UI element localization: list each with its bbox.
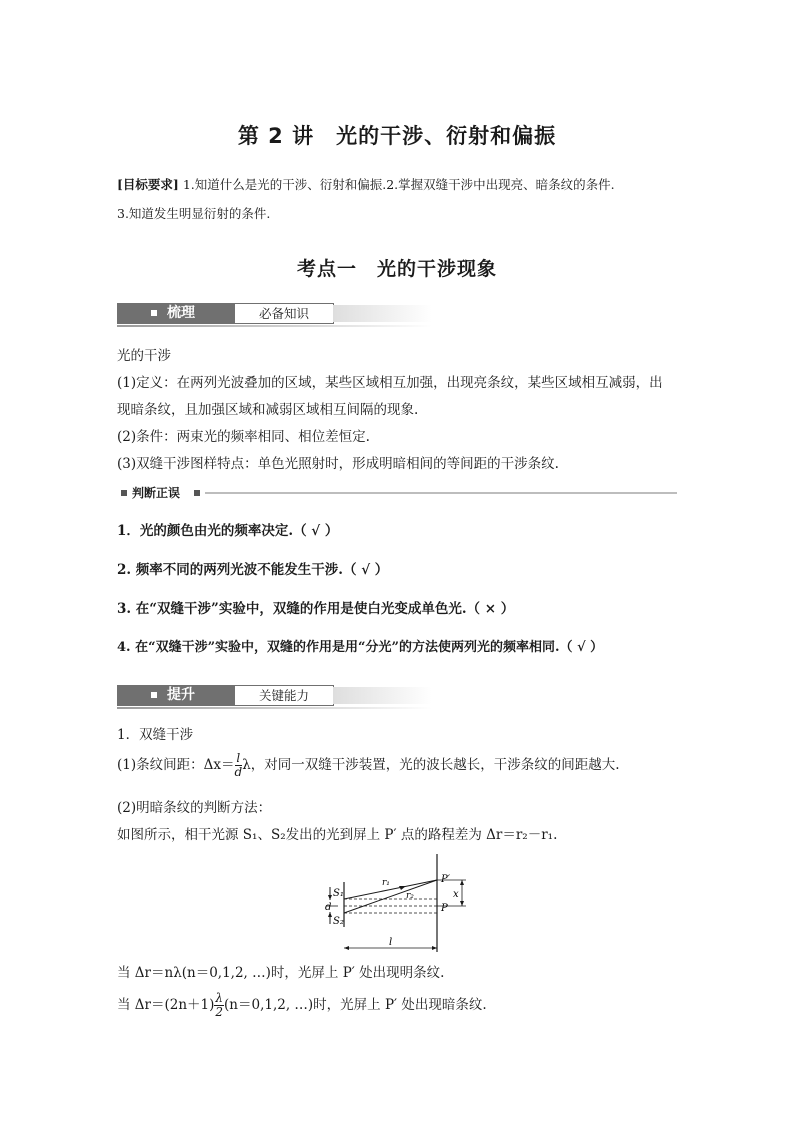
- judgment-item: 1．光的颜色由光的频率决定.（ √ ）: [117, 523, 339, 539]
- banner-advance-label: 提升: [167, 687, 195, 703]
- arrowhead-icon: [344, 946, 349, 950]
- banner-advance-tag: 关键能力: [234, 685, 334, 706]
- banner-advance-dark: [117, 685, 234, 706]
- square-bullet-icon: [151, 692, 157, 698]
- banner-review: [117, 303, 432, 325]
- arrowhead-icon: [399, 886, 406, 890]
- lecture-title: 第 2 讲 光的干涉、衍射和偏振: [237, 124, 557, 148]
- dark-prefix: 当 Δr＝(2n＋1): [117, 997, 215, 1013]
- fraction-numerator: λ: [215, 991, 224, 1005]
- label-l: l: [389, 937, 393, 948]
- goals-text-line1: 1.知道什么是光的干涉、衍射和偏振.2.掌握双缝干涉中出现亮、暗条纹的条件.: [182, 177, 615, 192]
- judgment-stem: 3. 在“双缝干涉”实验中，双缝的作用是使白光变成单色光.: [117, 601, 467, 617]
- judgment-answer: √: [361, 562, 371, 578]
- judgment-answer: √: [311, 523, 321, 539]
- banner-review-label: 梳理: [167, 305, 195, 321]
- arrowhead-icon: [460, 880, 464, 885]
- dark-suffix: (n＝0,1,2, …)时，光屏上 P′ 处出现暗条纹.: [224, 997, 487, 1013]
- judge-label: 判断正误: [132, 486, 181, 500]
- square-bullet-icon: [121, 490, 127, 496]
- square-bullet-icon: [151, 310, 157, 316]
- method-heading: (2)明暗条纹的判断方法：: [117, 800, 272, 816]
- definition-line1: (1)定义：在两列光波叠加的区域，某些区域相互加强，出现亮条纹，某些区域相互减弱，出: [117, 375, 663, 391]
- label-d: d: [325, 902, 332, 913]
- definition-line2: 现暗条纹，且加强区域和减弱区域相互间隔的现象.: [117, 402, 419, 418]
- judgment-answer: ×: [484, 601, 497, 617]
- condition-text: (2)条件：两束光的频率相同、相位差恒定.: [117, 429, 370, 445]
- pattern-text: (3)双缝干涉图样特点：单色光照射时，形成明暗相间的等间距的干涉条纹.: [117, 456, 559, 472]
- label-p-prime: P′: [441, 874, 450, 885]
- dark-condition-line: [117, 992, 682, 1019]
- divider-line: [205, 492, 677, 494]
- label-s1: S₁: [333, 888, 344, 899]
- label-s2: S₂: [333, 916, 344, 927]
- fringe-spacing-line: [117, 752, 682, 779]
- banner-review-tag: 必备知识: [234, 303, 334, 324]
- banner-review-dark: [117, 303, 234, 324]
- fraction-numerator: l: [236, 751, 241, 765]
- judge-divider: [117, 485, 682, 501]
- judgment-stem: 2. 频率不同的两列光波不能发生干涉.: [117, 562, 343, 578]
- label-p: P: [441, 903, 448, 914]
- label-r2: r₂: [406, 891, 414, 901]
- judgment-item: 2. 频率不同的两列光波不能发生干涉.（ √ ）: [117, 562, 389, 578]
- arrowhead-icon: [460, 901, 464, 906]
- spacing-suffix: λ，对同一双缝干涉装置，光的波长越长，干涉条纹的间距越大.: [242, 757, 620, 773]
- fraction-denominator: 2: [215, 1005, 224, 1019]
- judgment-item: 4. 在“双缝干涉”实验中，双缝的作用是用“分光”的方法使两列光的频率相同.（ √ ）: [117, 640, 604, 655]
- judgment-item: 3. 在“双缝干涉”实验中，双缝的作用是使白光变成单色光.（ × ）: [117, 601, 515, 617]
- bright-condition: 当 Δr＝nλ(n＝0,1,2, …)时，光屏上 P′ 处出现明条纹.: [117, 965, 445, 981]
- spacing-prefix: (1)条纹间距：Δx＝: [117, 757, 235, 773]
- banner-fade: [333, 687, 432, 704]
- double-slit-heading: 1．双缝干涉: [117, 727, 194, 743]
- banner-fade: [333, 305, 432, 322]
- square-bullet-icon: [194, 490, 200, 496]
- arrowhead-icon: [432, 946, 437, 950]
- fraction-lambda-over-2: [214, 992, 224, 1019]
- judgment-stem: 4. 在“双缝干涉”实验中，双缝的作用是用“分光”的方法使两列光的频率相同.: [117, 640, 560, 655]
- banner-baseline: [117, 707, 432, 709]
- banner-advance: [117, 685, 432, 707]
- interference-heading: 光的干涉: [117, 348, 171, 364]
- banner-baseline: [117, 325, 432, 327]
- goals-label: [目标要求]: [117, 177, 179, 192]
- figure-intro: 如图所示，相干光源 S₁、S₂发出的光到屏上 P′ 点的路程差为 Δr＝r₂－r₁.: [117, 827, 558, 843]
- fraction-denominator: d: [234, 765, 243, 779]
- double-slit-diagram: [318, 852, 478, 962]
- learning-goals: [117, 170, 687, 228]
- judgment-stem: 1．光的颜色由光的频率决定.: [117, 523, 294, 539]
- goals-text-line2: 3.知道发生明显衍射的条件.: [117, 206, 271, 221]
- judgment-answer: √: [577, 640, 586, 655]
- label-r1: r₁: [382, 878, 390, 888]
- section-title: 考点一 光的干涉现象: [296, 258, 497, 280]
- label-x: x: [453, 889, 459, 900]
- arrowhead-icon: [328, 895, 332, 900]
